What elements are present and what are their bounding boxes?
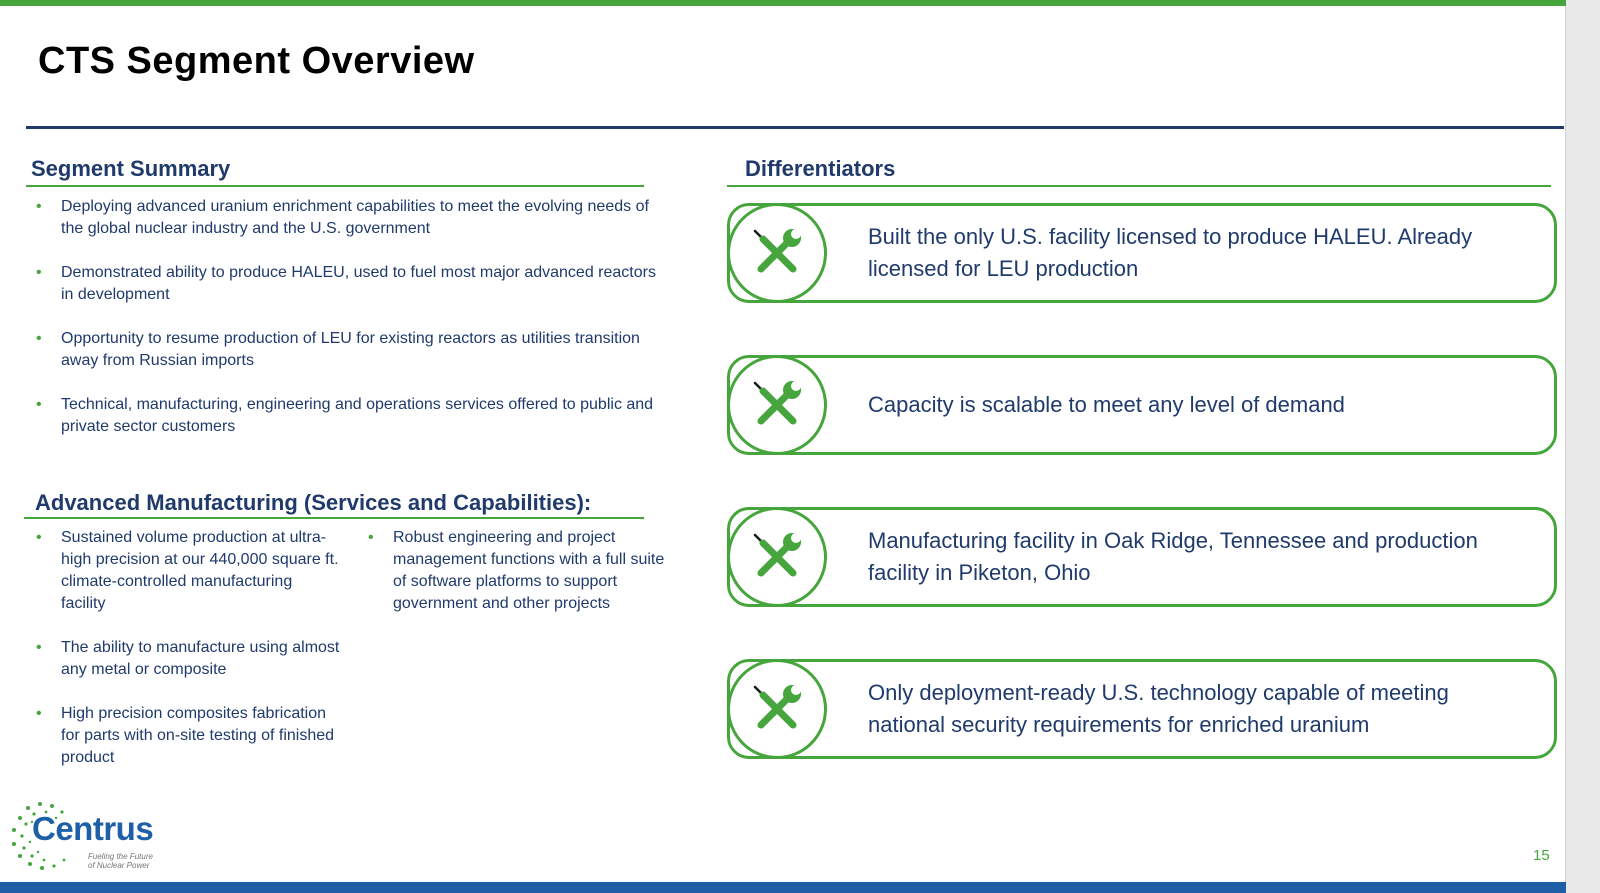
tools-icon [727, 507, 827, 607]
advanced-manufacturing-rule [24, 517, 644, 519]
list-item: • High precision composites fabrication for parts with on-site testing of finished product [30, 703, 340, 769]
differentiator-card [727, 507, 1557, 607]
advanced-manufacturing-right-list [362, 527, 672, 637]
list-item: • Robust engineering and project management functions with a full suite of software platforms to support government and other projects [362, 527, 672, 615]
list-item: • The ability to manufacture using almost any metal or composite [30, 637, 340, 681]
segment-summary-heading: Segment Summary [31, 156, 231, 181]
page-number: 15 [1533, 847, 1550, 864]
differentiator-card [727, 203, 1557, 303]
segment-summary-list [30, 196, 670, 460]
window-frame-right [1566, 0, 1600, 893]
logo-tagline: Fueling the Future of Nuclear Power [88, 852, 153, 870]
list-item: • Demonstrated ability to produce HALEU, used to fuel most major advanced reactors in development [30, 262, 670, 306]
differentiator-text: Manufacturing facility in Oak Ridge, Tennessee and production facility in Piketon, Ohio [868, 528, 1478, 585]
list-item: • Deploying advanced uranium enrichment capabilities to meet the evolving needs of the global nuclear industry and the U.S. government [30, 196, 670, 240]
differentiator-card [727, 355, 1557, 455]
advanced-manufacturing-left-list [30, 527, 340, 791]
differentiator-text: Capacity is scalable to meet any level of demand [868, 392, 1345, 417]
advanced-manufacturing-heading: Advanced Manufacturing (Services and Capabilities): [35, 490, 592, 515]
differentiator-text: Built the only U.S. facility licensed to produce HALEU. Already licensed for LEU production [868, 224, 1473, 281]
list-item: • Technical, manufacturing, engineering and operations services offered to public and private sector customers [30, 394, 670, 438]
tools-icon [727, 355, 827, 455]
top-accent-bar [0, 0, 1566, 6]
centrus-logo [10, 798, 160, 878]
slide-title: CTS Segment Overview [38, 40, 475, 82]
logo-wordmark: Centrus [32, 810, 154, 847]
differentiator-card [727, 659, 1557, 759]
tools-icon [727, 659, 827, 759]
list-item: • Opportunity to resume production of LEU for existing reactors as utilities transition away from Russian imports [30, 328, 670, 372]
list-item: • Sustained volume production at ultra-high precision at our 440,000 square ft. climate-controlled manufacturing facility [30, 527, 340, 615]
segment-summary-rule [26, 185, 644, 187]
differentiators-heading: Differentiators [745, 156, 896, 181]
window-frame-edge [1565, 0, 1566, 893]
title-divider [26, 126, 1564, 129]
tools-icon [727, 203, 827, 303]
bottom-accent-bar [0, 882, 1566, 893]
differentiator-text: Only deployment-ready U.S. technology capable of meeting national security requirements for enriched uranium [868, 680, 1449, 737]
differentiators-rule [727, 185, 1551, 187]
